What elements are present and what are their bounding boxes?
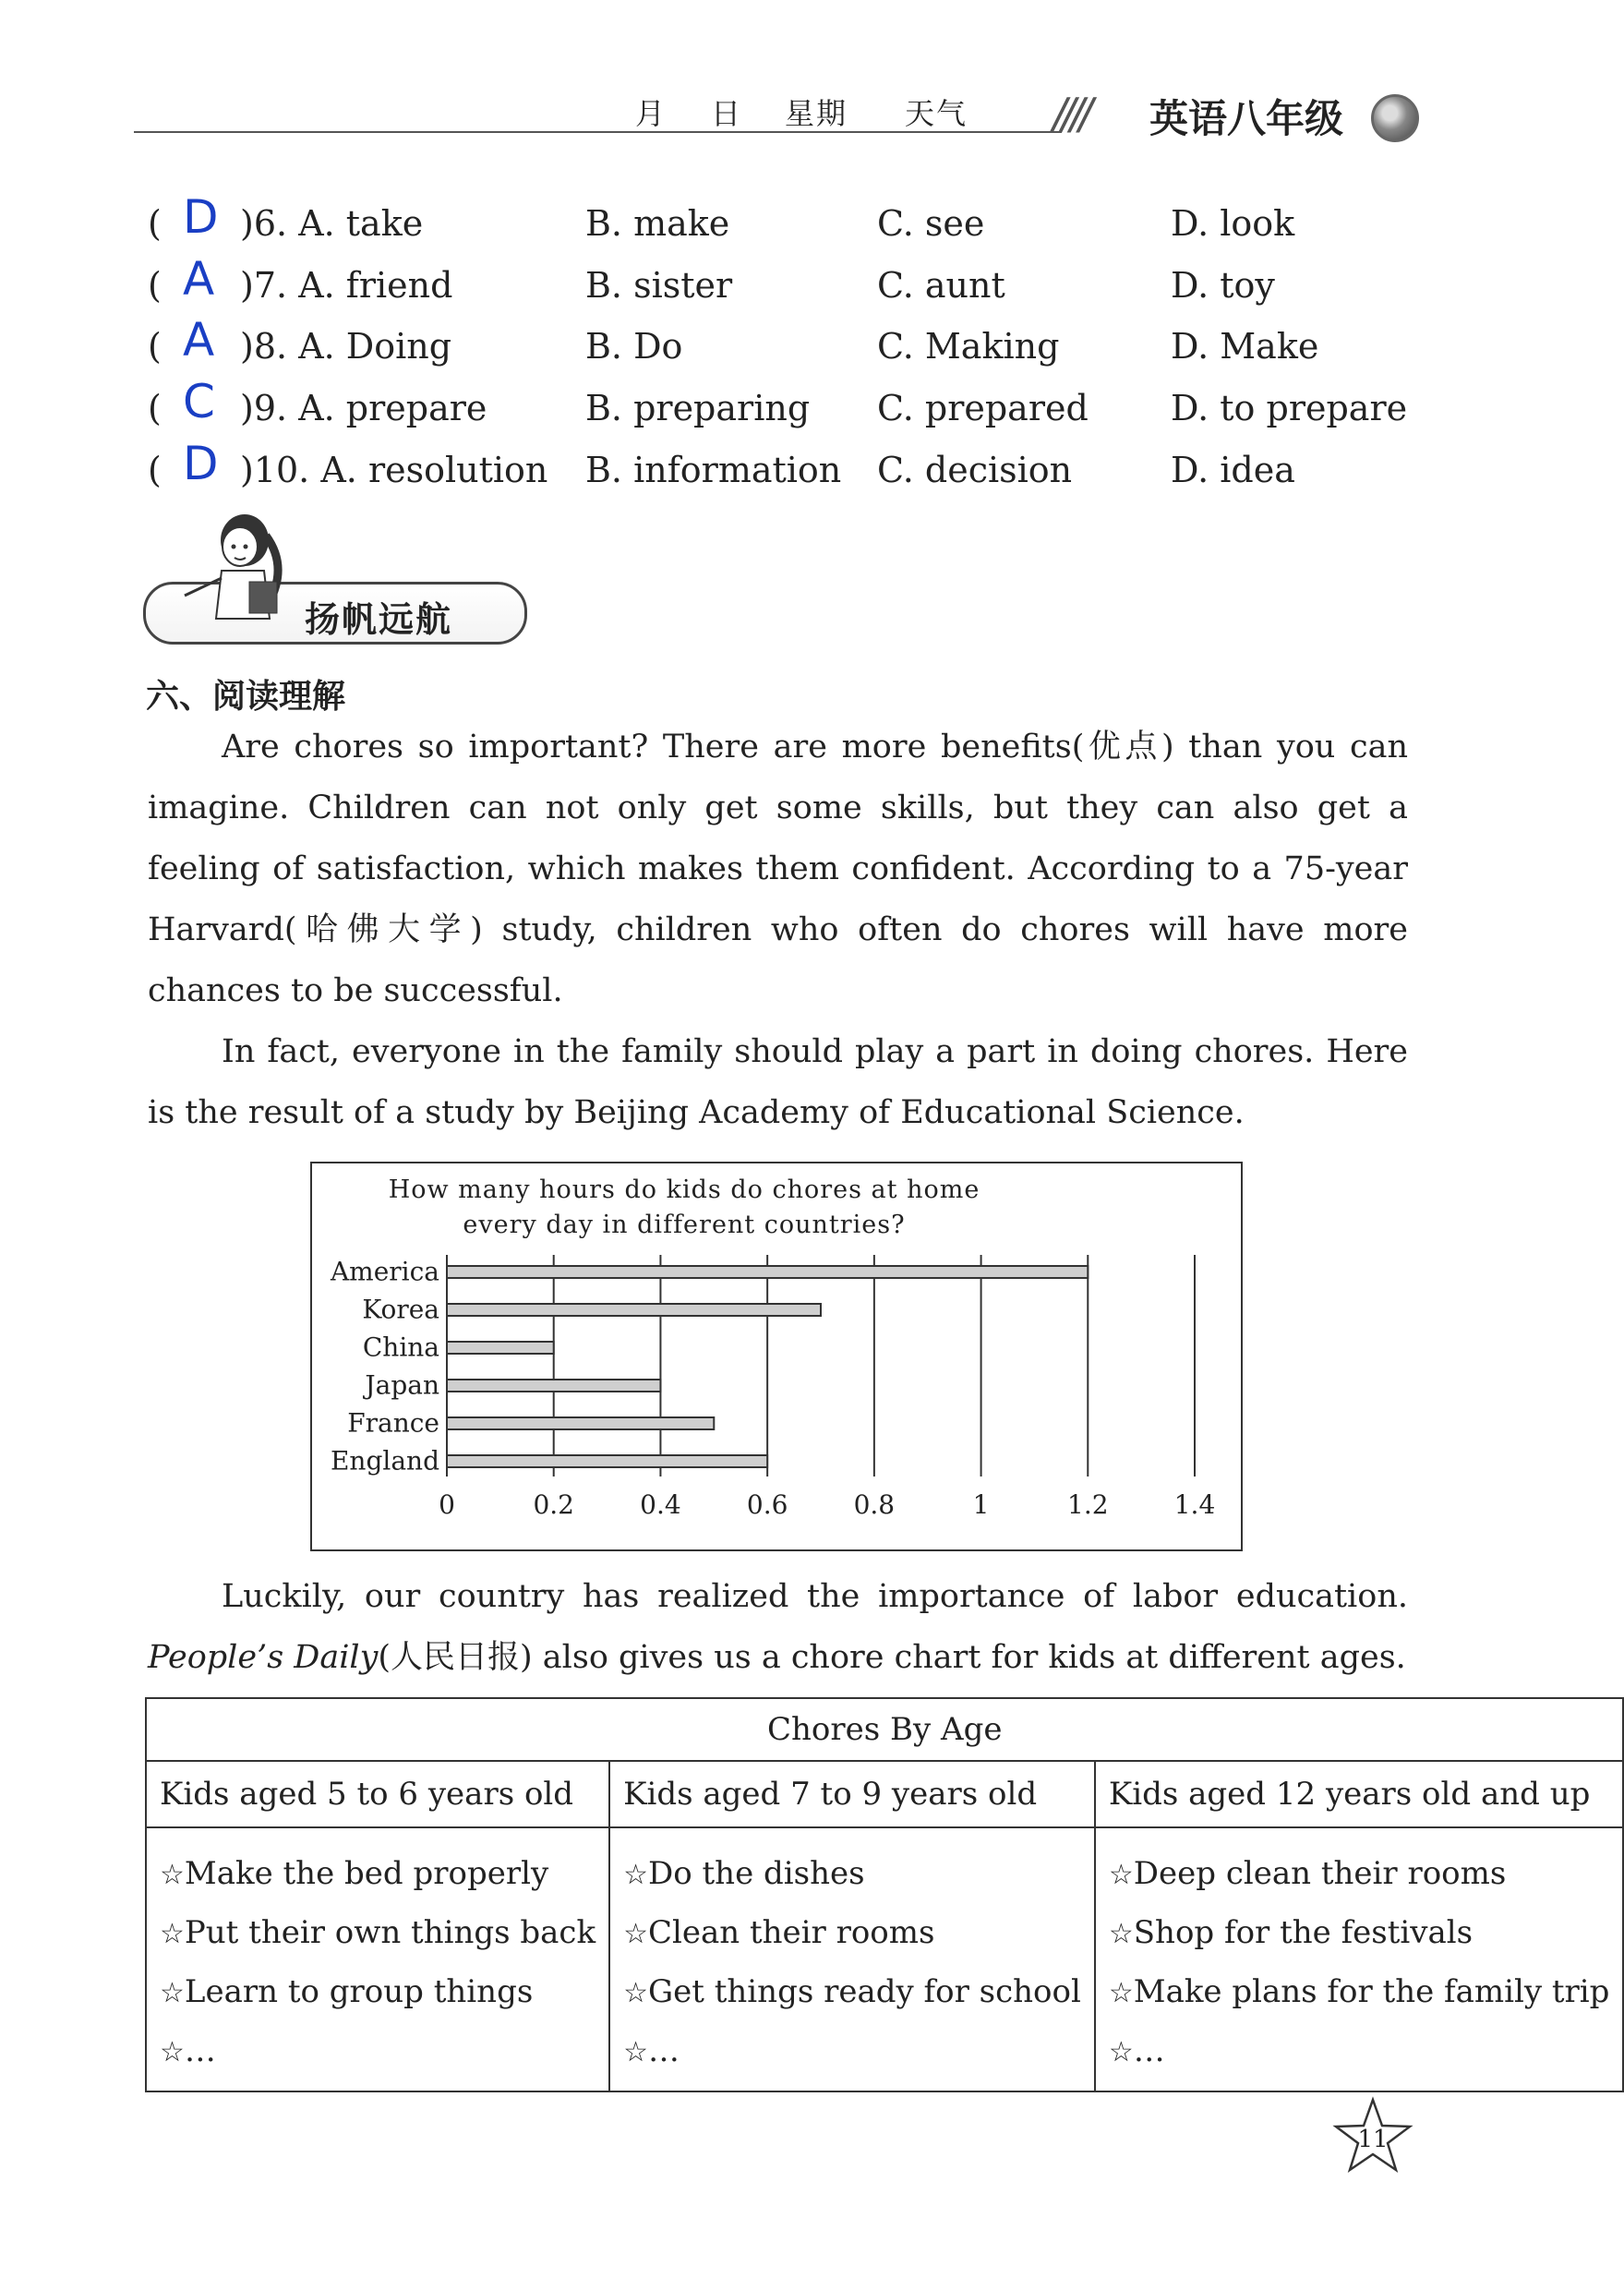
table-cell (146, 1827, 609, 2091)
list-item: ☆Learn to group things (160, 1973, 534, 2010)
star-icon: ☆ (623, 1859, 648, 1891)
newspaper-name: People’s Daily (148, 1639, 379, 1676)
chart-title-line1: How many hours do kids do chores at home (388, 1175, 980, 1204)
option-b: B. sister (585, 265, 733, 306)
option-b: B. make (585, 203, 730, 244)
paren-open: ( (148, 326, 162, 367)
bar-france (447, 1417, 714, 1429)
list-item: ☆… (623, 2032, 680, 2069)
x-tick-label: 0.2 (533, 1489, 574, 1520)
bar-chart (310, 1162, 1239, 1548)
header-weekday: 星期 (785, 96, 848, 131)
option-d: D. to prepare (1171, 388, 1408, 428)
chores-table (145, 1697, 1624, 2092)
question-row (148, 313, 1422, 374)
chart-title-line2: every day in different countries? (463, 1211, 906, 1239)
answer-letter: D (183, 437, 219, 490)
star-icon: ☆ (160, 1918, 185, 1950)
category-label: England (330, 1445, 439, 1476)
category-label: America (330, 1256, 439, 1287)
question-number: )6. A. take (240, 203, 424, 244)
question-number: )10. A. resolution (240, 450, 548, 490)
option-c: C. prepared (877, 388, 1089, 428)
question-row (148, 190, 1422, 251)
option-d: D. idea (1171, 450, 1295, 490)
star-icon: ☆ (160, 2036, 185, 2068)
answer-letter: A (183, 313, 215, 367)
list-item: ☆… (160, 2032, 216, 2069)
option-d: D. look (1171, 203, 1295, 244)
section-banner-title: 扬帆远航 (305, 599, 453, 640)
option-c: C. Making (877, 326, 1060, 367)
option-b: B. Do (585, 326, 683, 367)
header-month: 月 (635, 96, 668, 131)
star-icon: ☆ (1108, 1977, 1134, 2009)
x-tick-label: 1.2 (1067, 1489, 1109, 1520)
column-header: Kids aged 5 to 6 years old (146, 1761, 609, 1827)
page-number-star-icon (1331, 2096, 1414, 2179)
paren-open: ( (148, 450, 162, 490)
star-icon: ☆ (1108, 2036, 1134, 2068)
paren-open: ( (148, 265, 162, 306)
paragraph-2: In fact, everyone in the family should play a part in doing chores. Here is the result of a study by Beijing Academy of Educational Science. (148, 1033, 1408, 1131)
star-icon: ☆ (160, 1977, 185, 2009)
header-circle-icon (1371, 94, 1419, 142)
option-c: C. aunt (877, 265, 1005, 306)
page-number: 11 (1357, 2126, 1389, 2153)
answer-letter: D (183, 190, 219, 244)
category-label: Japan (365, 1369, 439, 1401)
category-label: France (347, 1407, 439, 1439)
x-tick-label: 1 (972, 1489, 990, 1520)
x-tick-label: 0 (439, 1489, 455, 1520)
girl-illustration-icon (148, 508, 295, 646)
list-item: ☆Do the dishes (623, 1855, 865, 1892)
question-number: )7. A. friend (240, 265, 453, 306)
question-row (148, 437, 1422, 498)
list-item: ☆Put their own things back (160, 1914, 596, 1951)
column-header: Kids aged 12 years old and up (1095, 1761, 1624, 1827)
paren-open: ( (148, 203, 162, 244)
bar-china (447, 1342, 554, 1354)
list-item: ☆Shop for the festivals (1108, 1914, 1474, 1951)
category-label: Korea (362, 1294, 439, 1325)
star-icon: ☆ (1108, 1859, 1134, 1891)
option-d: D. toy (1171, 265, 1275, 306)
bar-korea (447, 1304, 821, 1316)
list-item: ☆Make plans for the family trip (1108, 1973, 1610, 2010)
header-grade: 英语八年级 (1149, 96, 1344, 141)
question-number: )9. A. prepare (240, 388, 487, 428)
table-cell (1095, 1827, 1624, 2091)
answer-letter: C (183, 375, 215, 428)
list-item: ☆Deep clean their rooms (1108, 1855, 1507, 1892)
x-tick-label: 0.6 (746, 1489, 788, 1520)
star-icon: ☆ (160, 1859, 185, 1891)
list-item: ☆… (1108, 2032, 1165, 2069)
option-b: B. information (585, 450, 842, 490)
list-item: ☆Clean their rooms (623, 1914, 935, 1951)
bar-japan (447, 1380, 660, 1392)
x-tick-label: 1.4 (1173, 1489, 1216, 1520)
column-header: Kids aged 7 to 9 years old (609, 1761, 1095, 1827)
category-label: China (362, 1332, 439, 1363)
option-d: D. Make (1171, 326, 1319, 367)
bar-america (447, 1266, 1088, 1278)
answer-letter: A (183, 252, 215, 306)
header-day: 日 (711, 96, 743, 131)
header-rule (134, 131, 1062, 133)
option-b: B. preparing (585, 388, 811, 428)
question-row (148, 252, 1422, 313)
star-icon: ☆ (623, 1977, 648, 2009)
question-number: )8. A. Doing (240, 326, 452, 367)
star-icon: ☆ (1108, 1918, 1134, 1950)
list-item: ☆Make the bed properly (160, 1855, 549, 1892)
question-row (148, 375, 1422, 436)
option-c: C. decision (877, 450, 1073, 490)
bar-england (447, 1455, 767, 1467)
paragraph-1: Are chores so important? There are more benefits(优点) than you can imagine. Children can not only get some skills, but they can also get a feeling of satisfaction, which makes them confident. According to a 75-year Harvard(哈佛大学) study, children who often do chores will have more chances to be successful. (148, 729, 1408, 1009)
paragraph-3: Luckily, our country has realized the importance of labor education. People’s Daily(人民日报) also gives us a chore chart for kids at different ages. (148, 1578, 1408, 1676)
x-tick-label: 0.4 (640, 1489, 681, 1520)
header-slashes: //// (1053, 89, 1088, 139)
list-item: ☆Get things ready for school (623, 1973, 1081, 2010)
paren-open: ( (148, 388, 162, 428)
x-tick-label: 0.8 (853, 1489, 896, 1520)
section-title: 六、阅读理解 (146, 678, 346, 716)
header-weather: 天气 (905, 96, 968, 131)
option-c: C. see (877, 203, 985, 244)
star-icon: ☆ (623, 1918, 648, 1950)
table-title: Chores By Age (146, 1698, 1623, 1761)
star-icon: ☆ (623, 2036, 648, 2068)
table-cell (609, 1827, 1095, 2091)
